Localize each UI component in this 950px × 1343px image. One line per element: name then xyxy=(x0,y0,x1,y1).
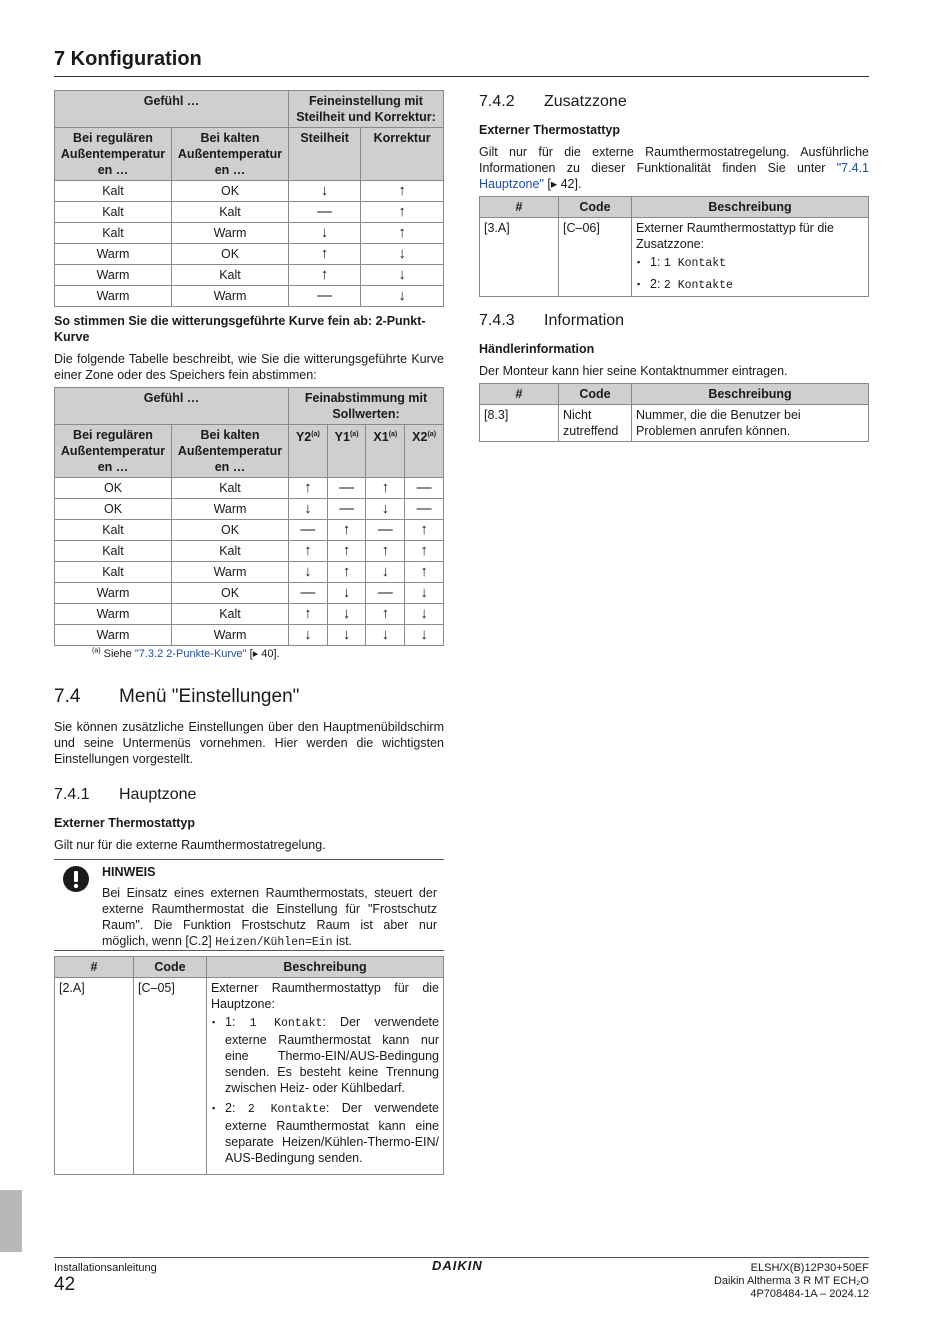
note-bottom-rule xyxy=(54,950,444,951)
section-7-4-1-heading: 7.4.1 Hauptzone xyxy=(54,786,197,803)
note-top-rule xyxy=(54,859,444,860)
col-description: Beschreibung xyxy=(207,957,444,978)
list-item: ▪ 1: 1 Kontakt xyxy=(636,254,864,272)
hauptzone-link[interactable]: "7.4.1 Hauptzone" xyxy=(479,161,869,191)
col-description: Beschreibung xyxy=(632,384,869,405)
table-row: Warm Kalt ↑ ↓ ↑ ↓ xyxy=(55,604,444,625)
section-7-4-1-subheading: Externer Thermostattyp xyxy=(54,816,196,830)
section-7-4-2-subheading: Externer Thermostattyp xyxy=(479,123,621,137)
col-x2: X2$^{(a)}$ xyxy=(405,425,444,478)
section-7-4-3-subheading: Händlerinformation xyxy=(479,342,595,356)
footer-doc-type: Installationsanleitung xyxy=(54,1262,157,1274)
table-row: Kalt OK — ↑ — ↑ xyxy=(55,520,444,541)
col-number: # xyxy=(480,197,559,218)
col-code: Code xyxy=(559,384,632,405)
main-zone-settings-table xyxy=(54,956,444,1175)
footer-meta xyxy=(714,1262,869,1301)
chapter-rule xyxy=(54,76,869,77)
col-steepness: Steilheit xyxy=(289,128,361,181)
list-item: ▪ 2: 2 Kontakte: Der verwendete externe Raumthermostat kann eine separate Heizen/Kühlen-Thermo-EIN/ AUS-Bedingung senden. xyxy=(211,1100,439,1166)
dealer-info-table xyxy=(479,383,869,442)
section-7-4-3-text: Der Monteur kann hier seine Kontaktnummer eintragen. xyxy=(479,364,788,378)
col-cold-temp: Bei kalten Außentemperatur en … xyxy=(172,128,289,181)
col-group-fine-tuning: Feineinstellung mit Steilheit und Korrektur: xyxy=(289,91,444,128)
col-x1: X1$^{(a)}$ xyxy=(366,425,405,478)
table-row: [2.A] [C–05] Externer Raumthermostattyp für die Hauptzone: ▪ 1: 1 Kontakt: Der verwendete externe Raumthermostat kann nur eine Thermo-EIN/AUS-Bedingung senden. Es besteht keine Trennung zwischen Heiz- oder Kühlbedarf. ▪ 2: 2 Kontakte: Der verwendete externe Raumthermostat kann eine separate Heizen/Kühlen-Thermo-EIN/ AUS-Bedingung senden. xyxy=(55,978,444,1175)
table-row: [8.3] Nicht zutreffend Nummer, die die Benutzer bei Problemen anrufen können. xyxy=(480,405,869,442)
chapter-title: 7 Konfiguration xyxy=(54,48,202,70)
col-group-feeling: Gefühl … xyxy=(55,91,289,128)
col-correction: Korrektur xyxy=(361,128,444,181)
col-code: Code xyxy=(134,957,207,978)
daikin-logo: DAIKIN xyxy=(432,1258,483,1273)
setpoint-table xyxy=(54,387,444,646)
table-row: OK Kalt ↑ — ↑ — xyxy=(55,478,444,499)
col-cold-temp: Bei kalten Außentemperatur en … xyxy=(172,425,289,478)
col-description: Beschreibung xyxy=(632,197,869,218)
col-number: # xyxy=(55,957,134,978)
footnote-link[interactable]: "7.3.2 2-Punkte-Kurve" xyxy=(134,648,247,660)
section-7-4-heading: 7.4 Menü "Einstellungen" xyxy=(54,686,300,707)
footer-doc-id: 4P708484-1A – 2024.12 xyxy=(750,1288,869,1300)
table-row: Warm Warm — ↓ xyxy=(55,286,444,307)
additional-zone-settings-table xyxy=(479,196,869,297)
table-row: Kalt Warm ↓ ↑ ↓ ↑ xyxy=(55,562,444,583)
section-7-4-2-text: Gilt nur für die externe Raumthermostatregelung. Ausführliche Informationen zu dieser Funktionalität finden Sie unter "7.4.1 Hauptzone" [▸ 42]. xyxy=(479,145,869,191)
table-row: Kalt Kalt — ↑ xyxy=(55,202,444,223)
list-item: ▪ 1: 1 Kontakt: Der verwendete externe Raumthermostat kann nur eine Thermo-EIN/AUS-Bedingung senden. Es besteht keine Trennung zwischen Heiz- oder Kühlbedarf. xyxy=(211,1014,439,1096)
section-7-4-1-text: Gilt nur für die externe Raumthermostatregelung. xyxy=(54,838,326,852)
section-7-4-2-heading: 7.4.2 Zusatzzone xyxy=(479,93,627,110)
steepness-table xyxy=(54,90,444,307)
col-y1: Y1$^{(a)}$ xyxy=(327,425,366,478)
table-row: Warm OK — ↓ — ↓ xyxy=(55,583,444,604)
col-regular-temp: Bei regulären Außentemperatur en … xyxy=(55,128,172,181)
table-row: Warm Warm ↓ ↓ ↓ ↓ xyxy=(55,625,444,646)
col-group-feeling: Gefühl … xyxy=(55,388,289,425)
section-7-4-3-heading: 7.4.3 Information xyxy=(479,312,625,329)
col-code: Code xyxy=(559,197,632,218)
note-title: HINWEIS xyxy=(102,865,156,879)
table-row: Kalt Kalt ↑ ↑ ↑ ↑ xyxy=(55,541,444,562)
table-row: OK Warm ↓ — ↓ — xyxy=(55,499,444,520)
side-tab xyxy=(0,1190,22,1252)
table-row: Warm Kalt ↑ ↓ xyxy=(55,265,444,286)
exclamation-circle-icon xyxy=(62,865,90,893)
list-item: ▪ 2: 2 Kontakte xyxy=(636,276,864,294)
table-footnote: $^{(a)}$ Siehe "7.3.2 2-Punkte-Kurve" [▸ 40]. xyxy=(92,647,280,660)
col-regular-temp: Bei regulären Außentemperatur en … xyxy=(55,425,172,478)
footer-model: ELSH/X(B)12P30+50EF xyxy=(750,1262,869,1274)
page-number: 42 xyxy=(54,1274,76,1295)
table-row: Kalt OK ↓ ↑ xyxy=(55,181,444,202)
table-row: [3.A] [C–06] Externer Raumthermostattyp für die Zusatzzone: ▪ 1: 1 Kontakt ▪ 2: 2 Kontakte xyxy=(480,218,869,297)
note-text: Bei Einsatz eines externen Raumthermostats, steuert der externe Raumthermostat die Einstellung für "Frostschutz Raum". Die Funktion Frostschutz Raum ist aber nur möglich, wenn [C.2] Heizen/Kühlen=Ein ist. xyxy=(102,886,437,949)
footer-product: Daikin Altherma 3 R MT ECH₂O xyxy=(713,1275,869,1287)
section-7-4-text: Sie können zusätzliche Einstellungen über den Hauptmenübildschirm und seine Untermenüs vornehmen. Hier werden die wichtigsten Einstellungen vorgestellt. xyxy=(54,720,444,766)
table-row: Kalt Warm ↓ ↑ xyxy=(55,223,444,244)
col-number: # xyxy=(480,384,559,405)
col-group-setpoint: Feinabstimmung mit Sollwerten: xyxy=(289,388,444,425)
twopoint-heading: So stimmen Sie die witterungsgeführte Kurve fein ab: 2-Punkt-Kurve xyxy=(54,314,426,344)
table-row: Warm OK ↑ ↓ xyxy=(55,244,444,265)
twopoint-intro: Die folgende Tabelle beschreibt, wie Sie die witterungsgeführte Kurve einer Zone oder des Speichers fein abstimmen: xyxy=(54,352,444,382)
col-y2: Y2$^{(a)}$ xyxy=(289,425,328,478)
